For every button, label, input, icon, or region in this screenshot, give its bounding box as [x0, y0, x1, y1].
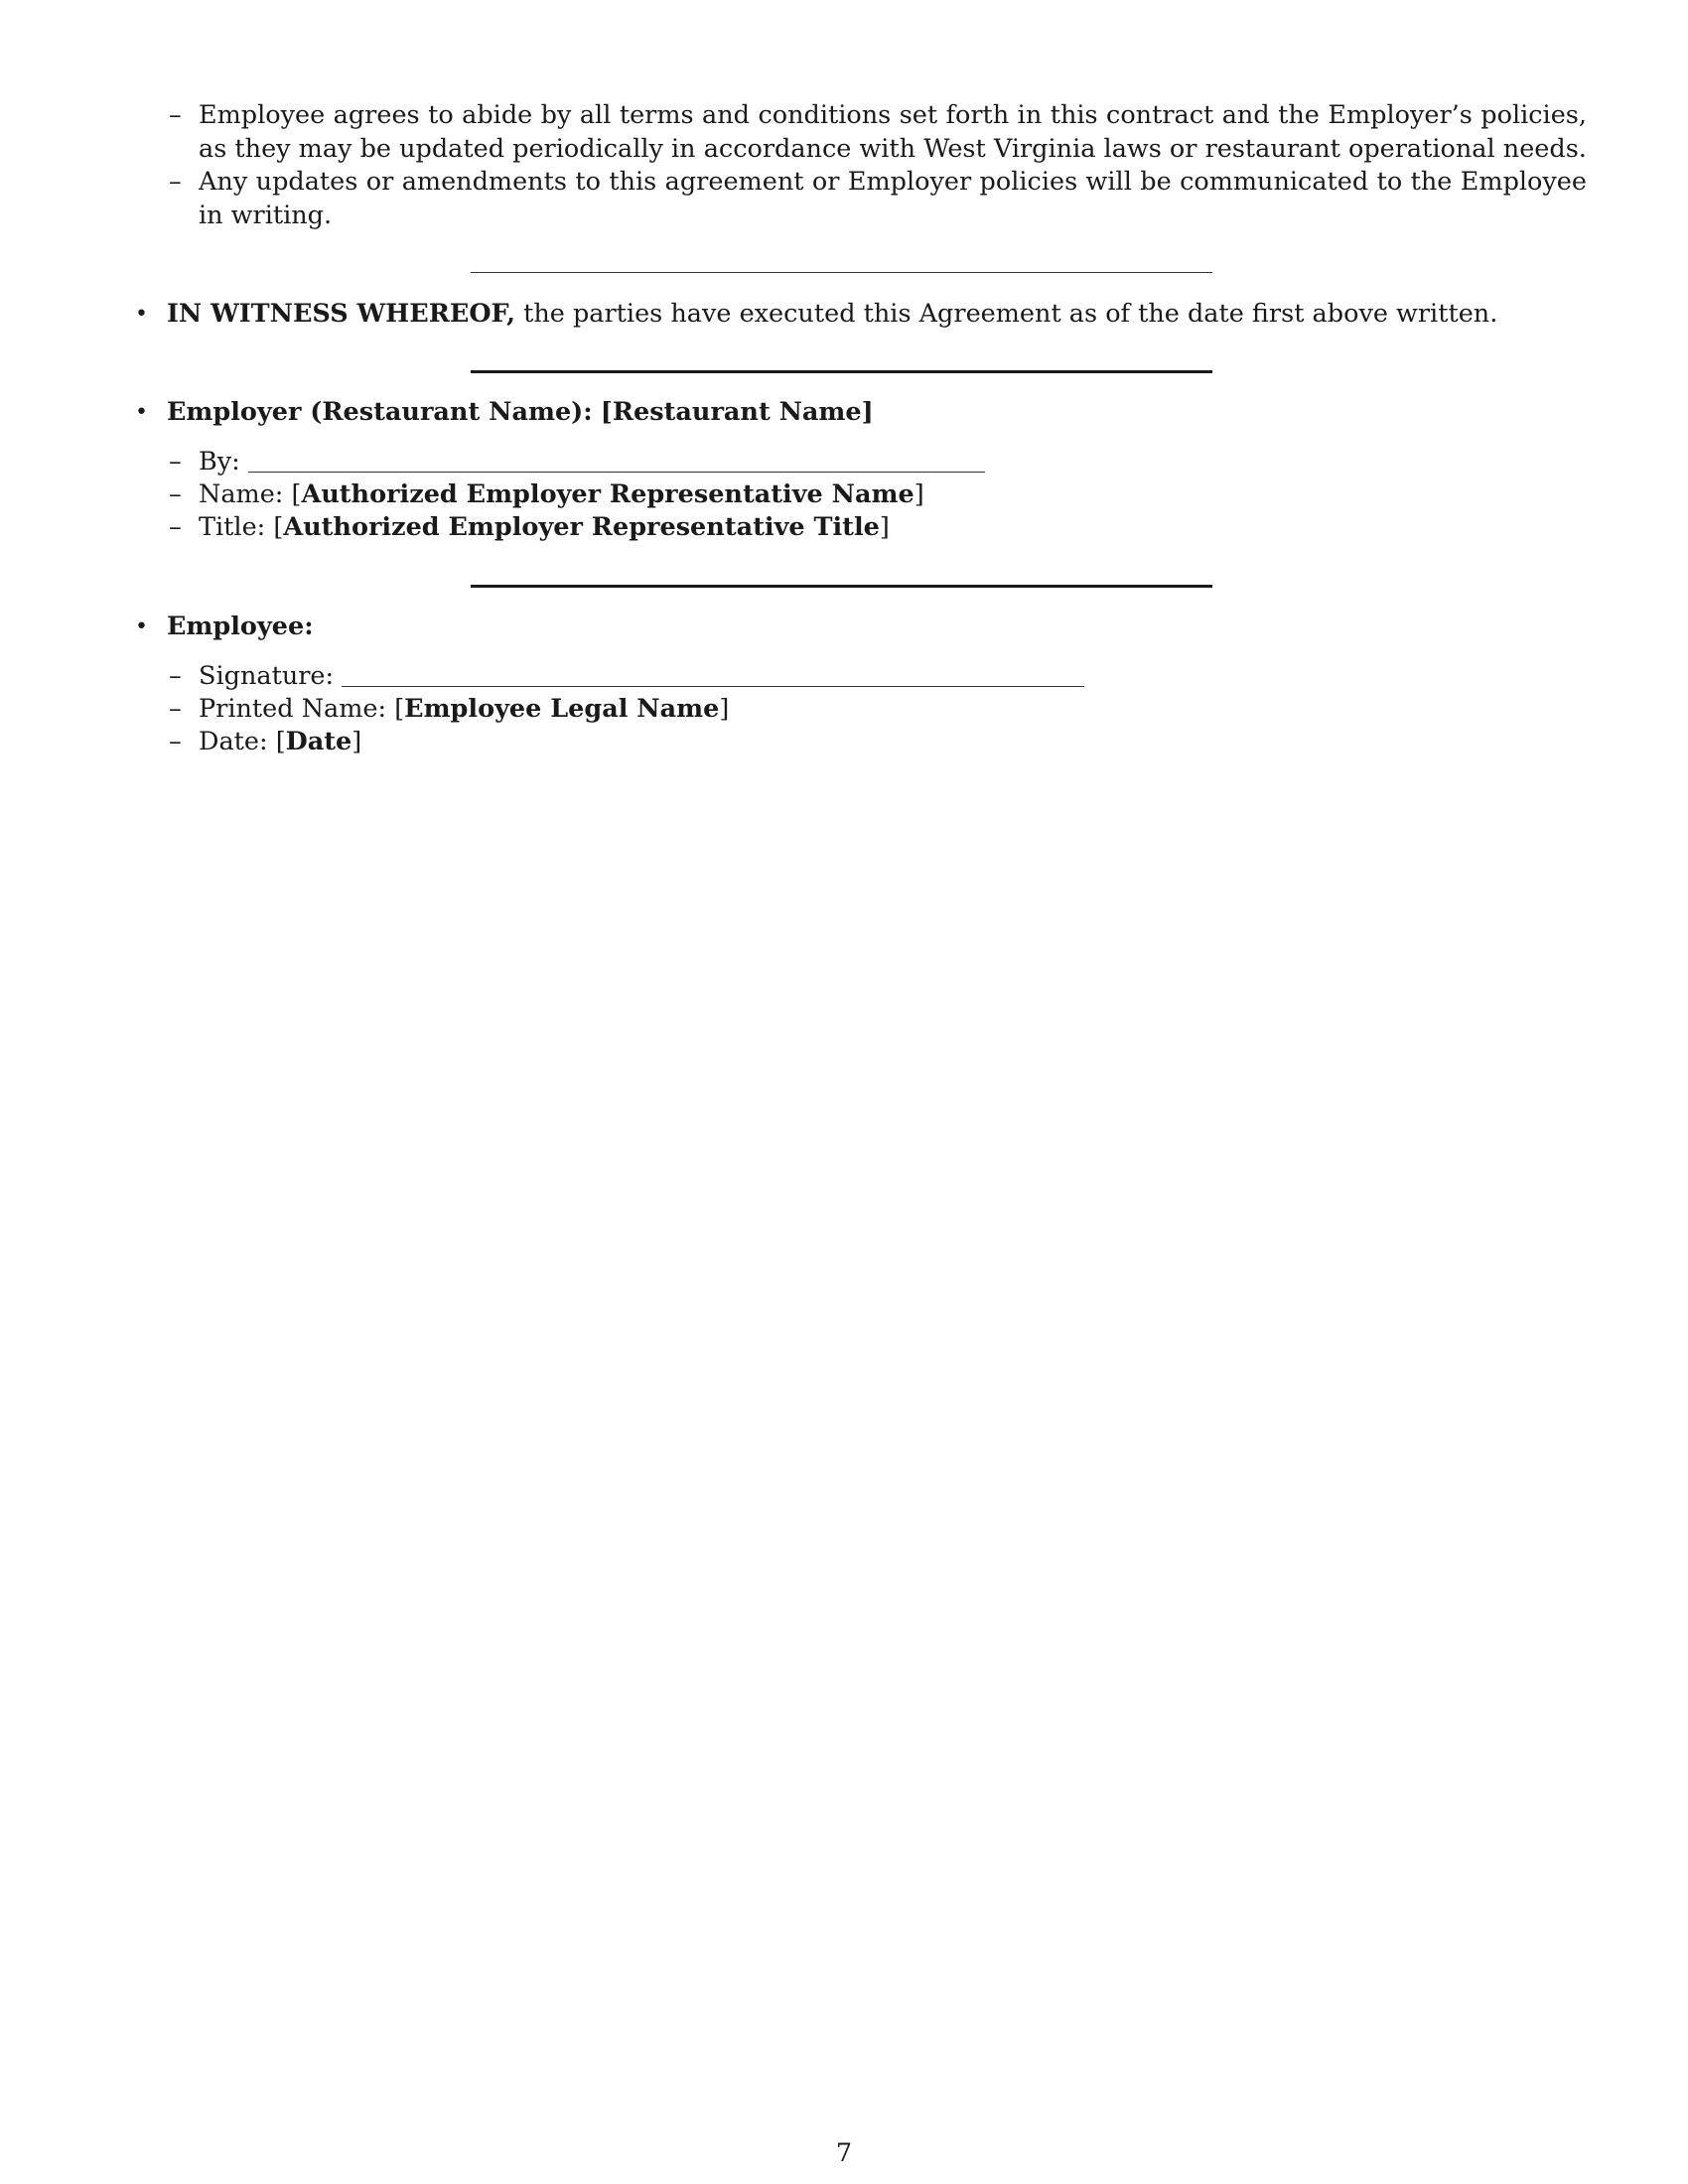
witness-text: the parties have executed this Agreement as of the date first above written. [514, 299, 1498, 329]
divider-rule [471, 370, 1212, 373]
employer-by-line: – By: [199, 446, 985, 479]
bullet-marker: • [135, 302, 148, 327]
divider-rule [471, 585, 1212, 588]
clause-compliance [169, 99, 1587, 166]
employer-representative-name: Authorized Employer Representative Name [301, 479, 914, 509]
employee-label: Employee: [167, 612, 314, 641]
clause-text: Any updates or amendments to this agreement or Employer policies will be communicated to the Employee in writing. [199, 167, 1587, 230]
employee-date-line: – Date: [Date] [169, 727, 362, 756]
title-label: Title: [199, 512, 266, 542]
employer-label: Employer (Restaurant Name): [167, 397, 593, 427]
employer-representative-title: Authorized Employer Representative Title [283, 512, 880, 542]
clause-amendments [169, 166, 1587, 232]
employee-signature-line[interactable] [342, 686, 1084, 687]
employee-signature-line-row: – Signature: [199, 660, 1084, 694]
divider-rule [471, 272, 1212, 273]
employer-restaurant-name: [Restaurant Name] [600, 397, 874, 427]
employer-title-line: – Title: [Authorized Employer Representative Title] [169, 512, 890, 542]
signature-label: Signature: [199, 661, 335, 691]
page-number: 7 [835, 2138, 853, 2168]
date-label: Date: [199, 727, 268, 756]
employer-name-line: – Name: [Authorized Employer Representative Name] [169, 479, 924, 509]
dash-marker: – [169, 100, 182, 130]
witness-lead: IN WITNESS WHEREOF, [167, 299, 515, 329]
employer-heading [135, 396, 874, 430]
dash-marker: – [169, 167, 182, 197]
employee-heading [135, 611, 314, 644]
employee-printed-name-line: – Printed Name: [Employee Legal Name] [169, 694, 730, 724]
bullet-marker: • [135, 400, 148, 425]
employee-date-value: Date [285, 727, 352, 756]
employer-signature-line[interactable] [248, 472, 985, 473]
witness-statement [135, 298, 1498, 332]
clause-text: Employee agrees to abide by all terms and conditions set forth in this contract and the Employer’s policies, as they may be updated periodically in accordance with West Virginia laws or restaurant operational needs. [199, 100, 1587, 164]
bullet-marker: • [135, 614, 148, 639]
by-label: By: [199, 447, 240, 477]
printed-name-label: Printed Name: [199, 694, 387, 724]
name-label: Name: [199, 479, 284, 509]
employee-legal-name: Employee Legal Name [404, 694, 720, 724]
